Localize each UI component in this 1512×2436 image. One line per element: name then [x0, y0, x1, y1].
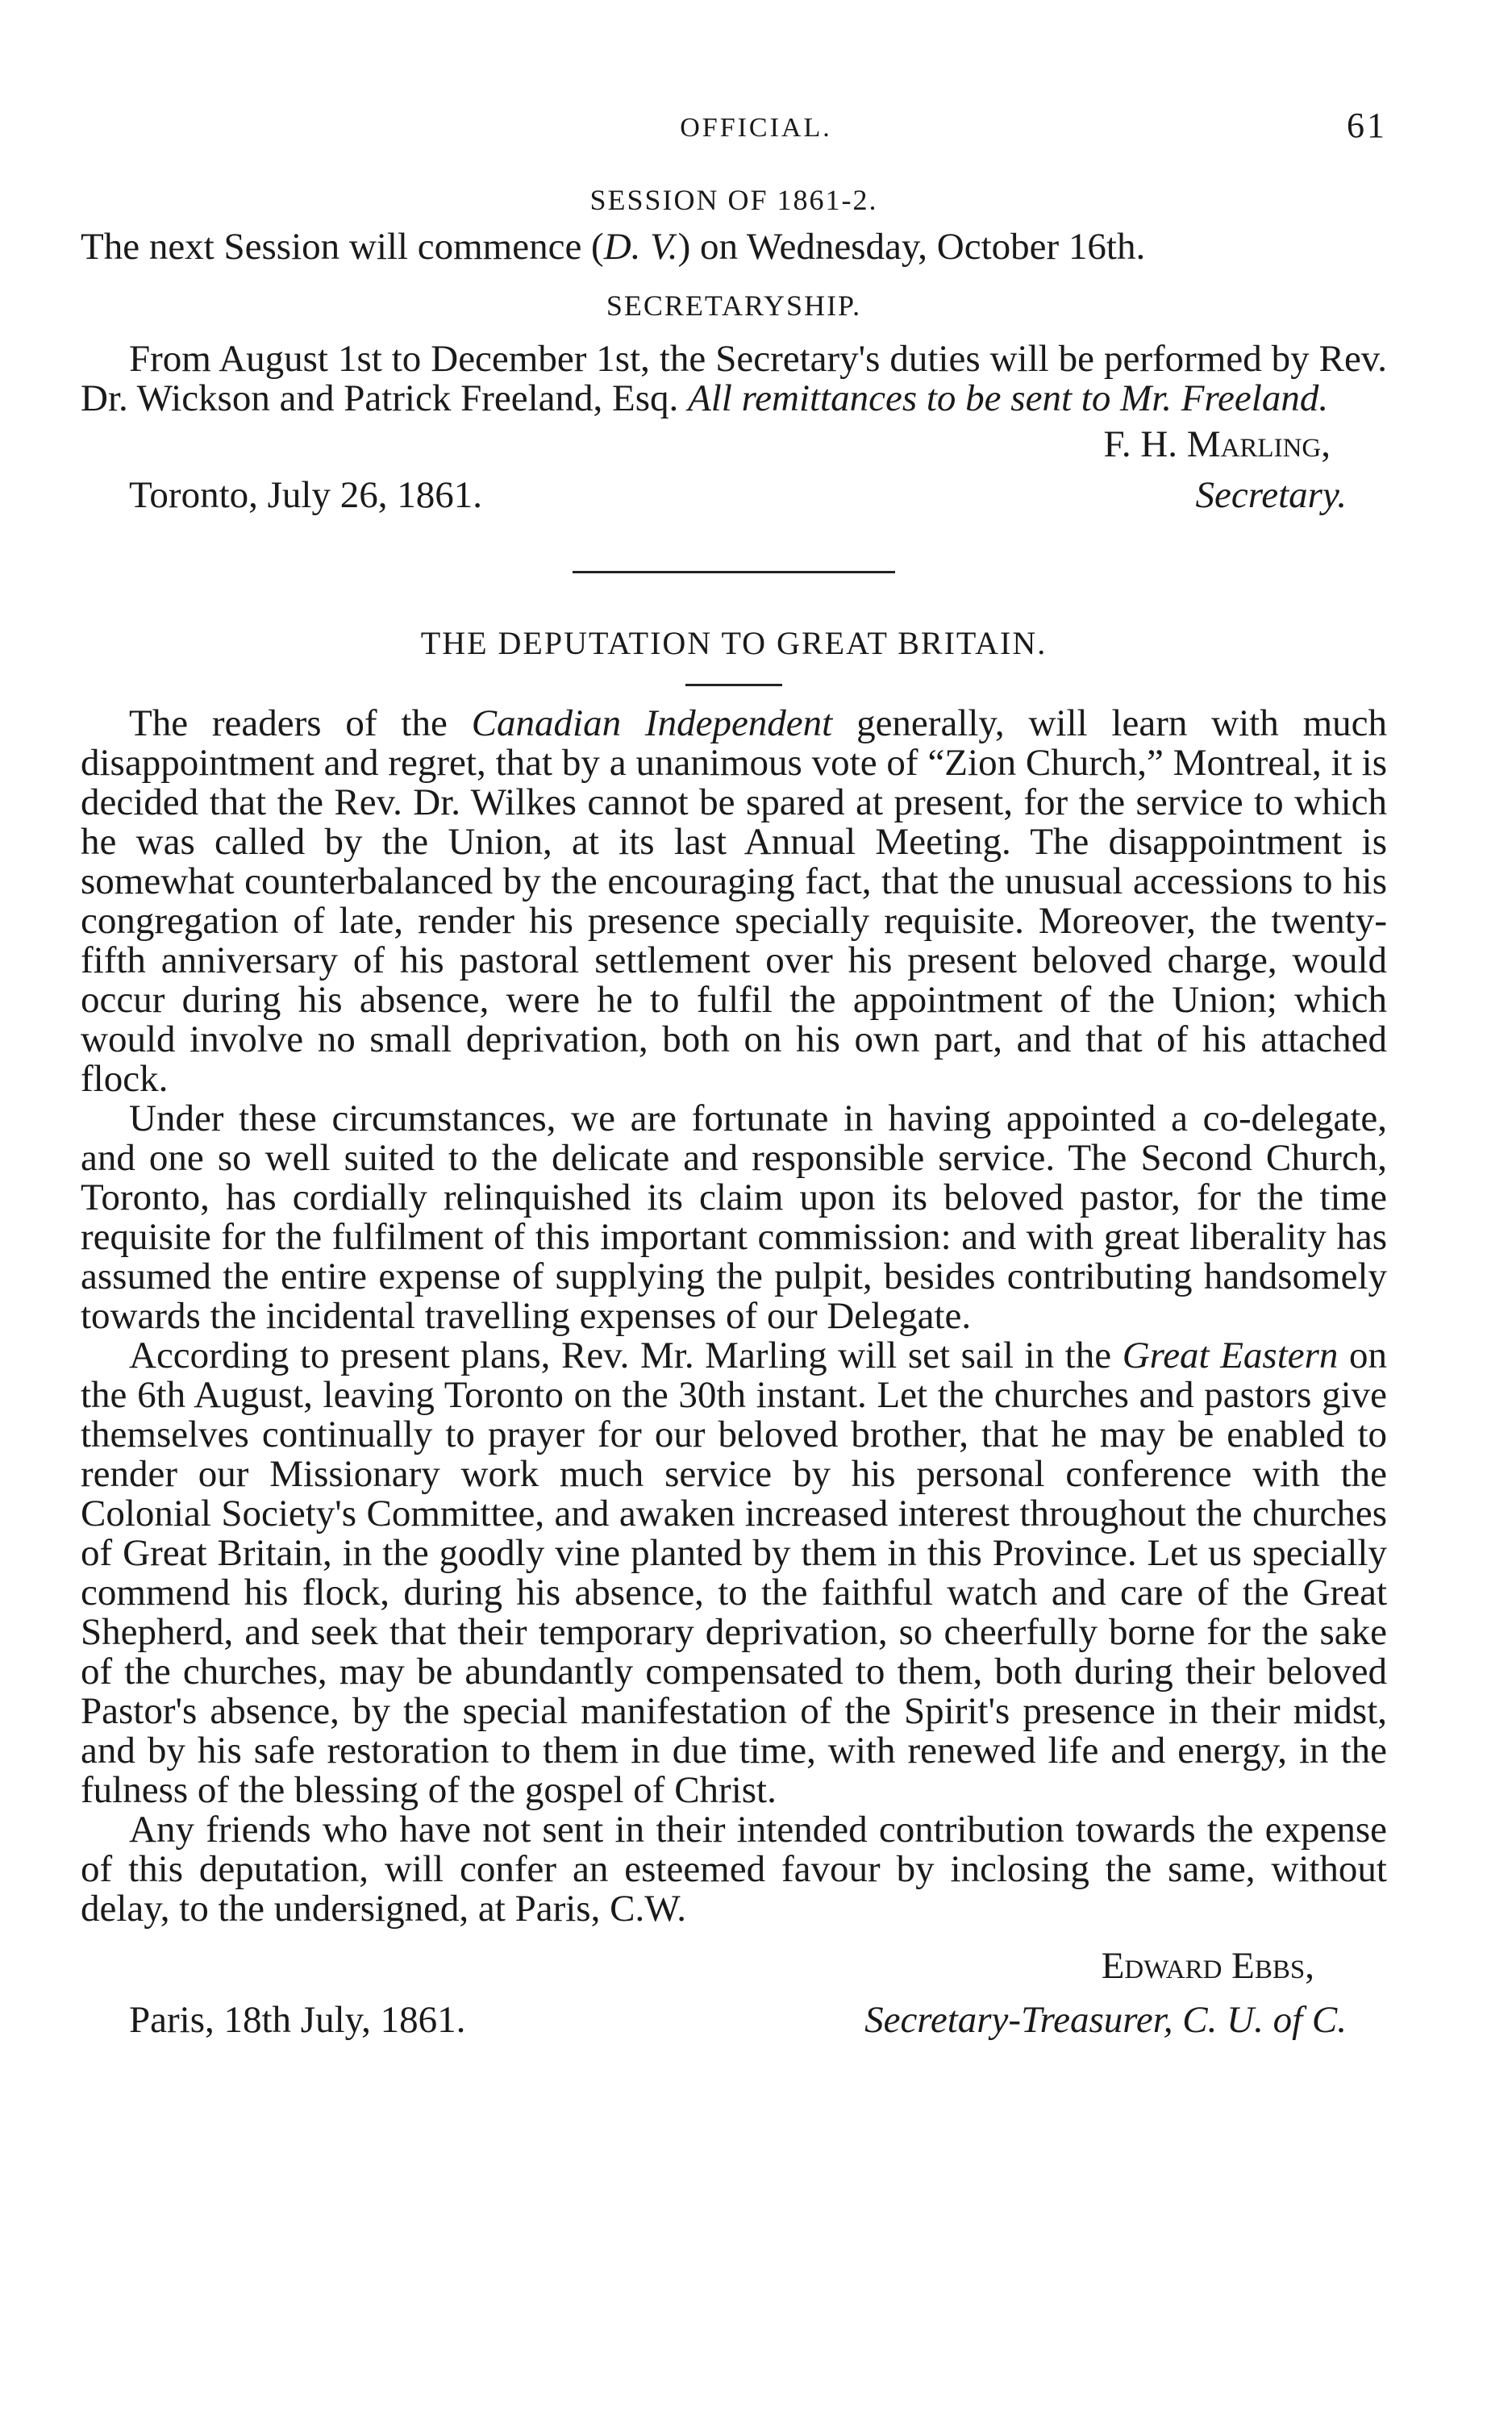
p1-text-italic: Canadian Independent — [471, 702, 833, 744]
deputation-heading: THE DEPUTATION TO GREAT BRITAIN. — [420, 625, 1048, 661]
deputation-paragraph-2: Under these circumstances, we are fortunate in having appointed a co-delegate, and one so well suited to the delicate and responsible service. The Second Church, Toronto, has cordially relinquished its claim upon its beloved pastor, for the time requisite for the fulfilment of this important commission: and with great liberality has assumed the entire expense of supplying the pulpit, besides contributing handsomely towards the incidental travelling expenses of our Delegate. — [81, 1097, 1387, 1337]
secretaryship-signature-row — [81, 476, 1387, 523]
session-text-a: The next Session will commence ( — [81, 226, 604, 268]
session-notice — [81, 227, 1387, 267]
deputation-signer-title: Secretary-Treasurer, C. U. of C. — [864, 1999, 1347, 2041]
secretaryship-signer-title: Secretary. — [1195, 474, 1347, 516]
deputation-paragraph-1 — [81, 704, 1387, 1099]
secretaryship-paragraph — [81, 339, 1387, 418]
p1-text-b: generally, will learn with much disappointment and regret, that by a unanimous vote of “Zion Church,” Montreal, it is decided that the Rev. Dr. Wilkes cannot be spared at present, for the service to which he was called by the Union, at its last Annual Meeting. The disappointment is somewhat counterbalanced by the encouraging fact, that the unusual accessions to his congregation of late, render his presence specially requisite. Moreover, the twenty-fifth anniversary of his pastoral settlement over his present beloved charge, would occur during his absence, were he to fulfil the appointment of the Union; which would involve no small deprivation, both on his own part, and that of his attached flock. — [81, 702, 1388, 1100]
deputation-signature-row — [81, 2001, 1387, 2047]
deputation-paragraph-3 — [81, 1336, 1387, 1810]
p3-text-b: on the 6th August, leaving Toronto on the 30th instant. Let the churches and pastors give themselves continually to prayer for our beloved brother, that he may be enabled to render our Missionary work much service by his personal conference with the Colonial Society's Committee, and awaken increased interest throughout the churches of Great Britain, in the goodly vine planted by them in this Province. Let us specially commend his flock, during his absence, to the faithful watch and care of the Great Shepherd, and seek that their temporary deprivation, so cheerfully borne for the sake of the churches, may be abundantly compensated to them, both during their beloved Pastor's absence, by the special manifestation of the Spirit's presence in their midst, and by his safe restoration to them in due time, with renewed life and energy, in the fulness of the blessing of the gospel of Christ. — [81, 1335, 1388, 1811]
secretaryship-text: From August 1st to December 1st, the Secretary's duties will be performed by Rev. Dr. Wickson and Patrick Freeland, Esq. — [81, 338, 1387, 419]
deputation-signer: Edward Ebbs, — [1101, 1945, 1314, 1987]
p1-text-a: The readers of the — [129, 702, 472, 744]
session-text-italic: D. V. — [603, 226, 678, 268]
page-number: 61 — [1347, 106, 1387, 145]
deputation-paragraph-4: Any friends who have not sent in their intended contribution towards the expense of this deputation, will confer an esteemed favour by inclosing the same, without delay, to the undersigned, at Paris, C.W. — [81, 1809, 1387, 1930]
secretaryship-place-date: Toronto, July 26, 1861. — [129, 474, 482, 516]
p3-text-a: According to present plans, Rev. Mr. Marling will set sail in the — [129, 1335, 1123, 1376]
secretaryship-signer: F. H. Marling, — [1103, 423, 1331, 465]
deputation-place-date: Paris, 18th July, 1861. — [129, 1999, 466, 2041]
section-divider — [573, 571, 895, 573]
session-text-b: ) on Wednesday, October 16th. — [677, 226, 1146, 268]
secretaryship-heading: SECRETARYSHIP. — [606, 289, 862, 322]
session-heading: SESSION OF 1861-2. — [589, 184, 878, 216]
p3-text-italic: Great Eastern — [1122, 1335, 1339, 1376]
secretaryship-text-italic: All remittances to be sent to Mr. Freeland. — [688, 377, 1329, 419]
running-head-title: OFFICIAL. — [680, 113, 832, 143]
heading-underline — [685, 684, 782, 686]
page-content — [81, 184, 1387, 2047]
